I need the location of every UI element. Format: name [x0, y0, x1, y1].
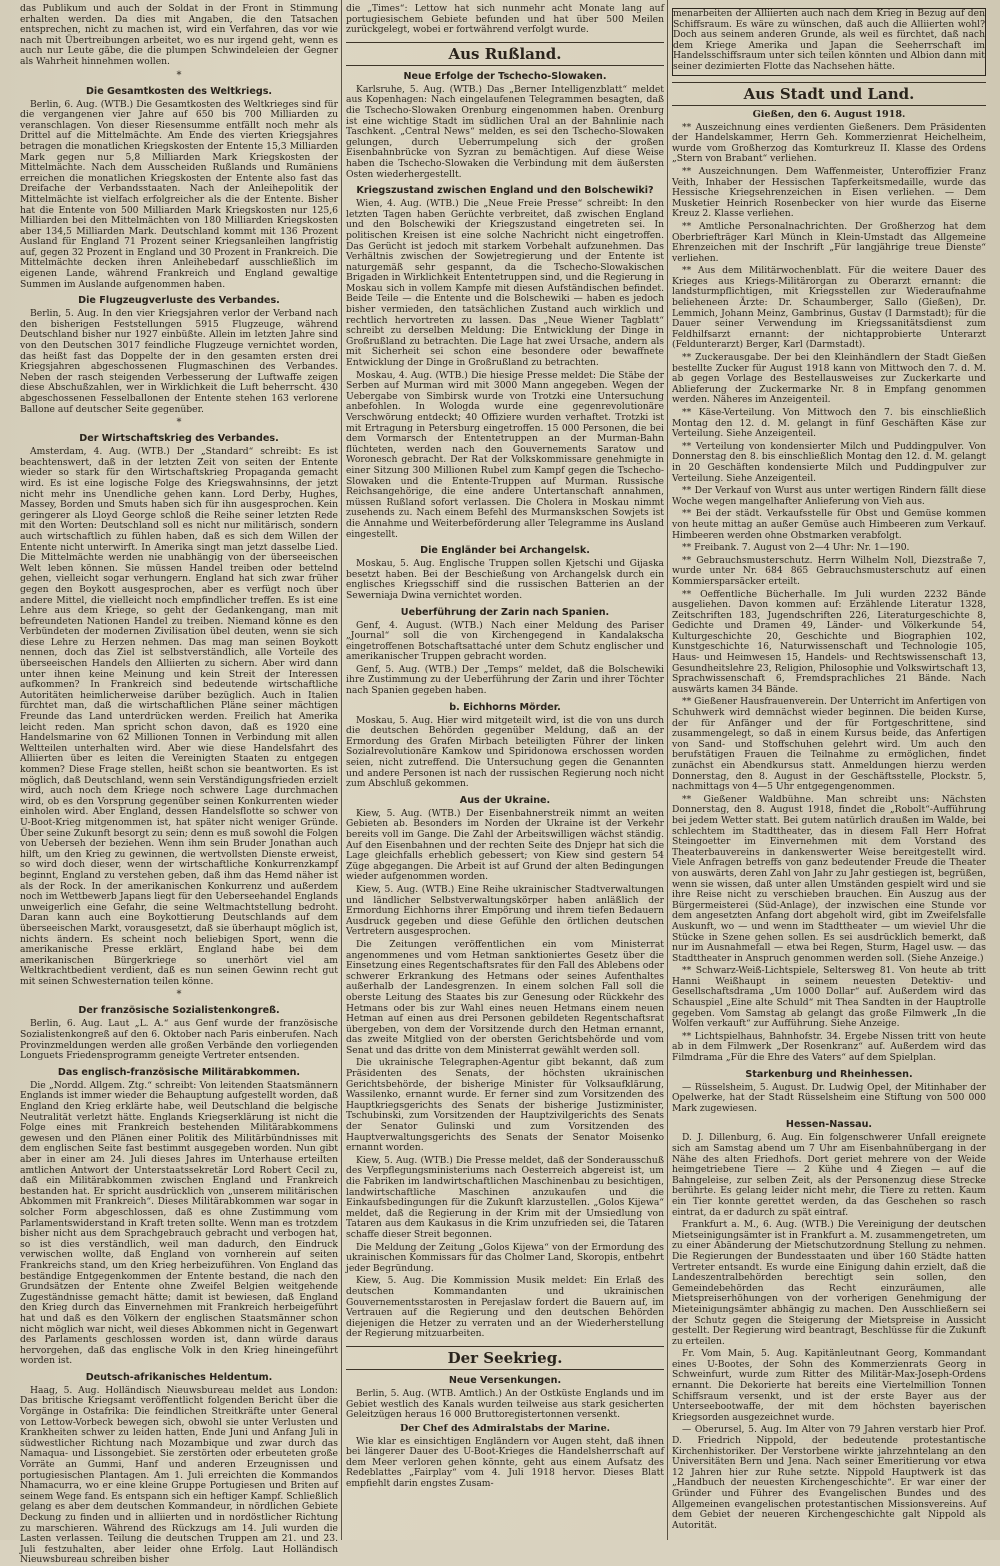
regional-heading: Starkenburg und Rheinhessen. — [745, 1068, 913, 1080]
article-text: Moskau, 4. Aug. (WTB.) Die hiesige Presse meldet: Die Stäbe der Serben auf Murman wird mit 3000 Mann angegeben. Wegen der Uebergabe von Simbirsk wurde von Trotzki eine Untersuchung anbefohlen. In Wologda wurde eine gegenrevolutionäre Verschwörung entdeckt; 40 Offiziere wurden verhaftet. Trotzki ist mit Ertragung in Petersburg eingetroffen. 15 000 Personen, die bei dem Vormarsch der Ententetruppen an der Murman-Bahn flüchteten, werden nach den Gouvernements Saratow und Woronesch gebracht. Der Rat der Volkskommissare genehmigte in einer Sitzung 300 Millionen Rubel zum Kampf gegen die Tschecho-Slowaken und die Entente-Truppen auf Murman. Russische Reichsangehörige, die eine andere Untertanschaft annahmen, müssen Rußland sofort verlassen. Die Cholera in Moskau nimmt zusehends zu. Nach einem Befehl des Murmanskschen Sowjets ist die Annahme und Weiterbeförderung aller Telegramme ins Ausland eingestellt. — [346, 369, 664, 540]
article-text: Die Meldung der Zeitung „Golos Kijewa“ von der Ermordung des ukrainischen Kommissars für das Cholmer Land, Skoropis, entbehrt jeder Begründung. — [346, 1241, 664, 1274]
news-item: ** Lichtspielhaus, Bahnhofstr. 34. Ergebe Nissen tritt von heute ab in dem Filmwerk „Der Rosenkranz“ auf. Außerdem wird das Filmdrama „Für die Ehre des Vaters“ auf dem Spielplan. — [672, 1030, 986, 1064]
article-text: Genf, 5. Aug. (WTB.) Der „Temps“ meldet, daß die Bolschewiki ihre Zustimmung zu der Ueberführung der Zarin und ihrer Töchter nach Spanien gegeben haben. — [346, 663, 664, 697]
news-item: Frankfurt a. M., 6. Aug. (WTB.) Die Vereinigung der deutschen Mietseinigungsämter ist in Frankfurt a. M. zusammengetreten, um zu einer Abänderung der Mietschutzordnung Stellung zu nehmen. Die Regierungen der Bundesstaaten und über 160 Städte hatten Vertreter entsandt. Es wurde eine Einigung dahin erzielt, daß die Landeszentralbehörden berechtigt sein sollen, den Gemeindebehörden das Recht einzuräumen, alle Mietspreiserhöhungen von der vorherigen Genehmigung der Mieteinigungsämter abhängig zu machen. Den Ausschließern sei der Schutz gegen die Steigerung der Mietspreise in Aussicht gestellt. Der Regierung wird beantragt, Beschlüsse für die Zukunft zu erteilen. — [672, 1219, 986, 1347]
news-item: ** Auszeichnungen. Dem Waffenmeister, Unteroffizier Franz Veith, Inhaber der Hessischen Tapferkeitsmedaille, wurde das Hessische Kriegsehrenzeichen in Eisen verliehen. — Dem Musketier Heinrich Rosenbecker von hier wurde das Eiserne Kreuz 2. Klasse verliehen. — [672, 165, 986, 220]
news-item: ** Schwarz-Weiß-Lichtspiele, Seltersweg 81. Von heute ab tritt Hanni Weißhaupt in seinem neuesten Detektiv- und Gesellschaftsdrama „Um 1000 Dollar“ auf. Außerdem wird das Schauspiel „Eine alte Schuld“ mit Thea Sandten in der Hauptrolle gegeben. Vom Samstag ab gelangt das große Filmwerk „In die Wolfen verkauft“ zur Aufführung. Siehe Anzeige. — [672, 965, 986, 1030]
article-text: Berlin, 6. Aug. (WTB.) Die Gesamtkosten des Weltkrieges sind für die vergangenen vier Jahre auf 650 bis 700 Milliarden zu veranschlagen. Von dieser Riesensumme entfällt noch mehr als Drittel auf die Mittelmächte. Am Ende des vierten Kriegsjahres betragen die monatlichen Kriegskosten der Entente 15,3 Milliarden Mark gegen nur 5,8 Milliarden Mark Kriegskosten der Mittelmächte. Nach dem Ausscheiden Rußlands und Rumäniens erreichen die monatlichen Kriegskosten der Entente also fast das Dreifache der Verbandsstaaten. Nach der Anleihepolitik der Mittelmächte ist vielfach erfolgreicher als die der Entente. Bisher hat die Entente von 500 Milliarden Mark Kriegskosten nur 125,6 Milliarden bei den Mittelmächten von 180 Milliarden Kriegskosten aber 134,5 Milliarden Mark. Deutschland kommt mit 136 Prozent Ausland für England 71 Prozent seiner Kriegsanleihen langfristig auf, gegen 32 Prozent in England und 30 Prozent in Frankreich. Die Mittelmächte decken ihren Anleihebedarf ausschließlich im eigenen Lande, während Frankreich und England gewaltige Summen im Auslande aufgenommen haben. — [20, 98, 338, 290]
news-item: ** Auszeichnung eines verdienten Gießeners. Dem Präsidenten der Handelskammer, Herrn Geh. Kommerzienrat Heichelheim, wurde vom Großherzog das Komturkreuz II. Klasse des Ordens „Stern von Brabant“ verliehen. — [672, 121, 986, 165]
section-title: Aus Rußland. — [346, 42, 664, 66]
news-item: D. J. Dillenburg, 6. Aug. Ein folgenschwerer Unfall ereignete sich am Samstag abend um 7 Uhr am Eisenbahnübergang in der Nähe des alten Friedhofs. Dort geriet mehrere von der Weide heimgetriebene Tiere — 2 Kühe und 4 Ziegen — auf die Bahngeleise, zur selben Zeit, als der Personenzug diese Strecke berührte. Es gelang leider nicht mehr, die Tiere zu retten. Kaum ein Tier konnte gerettet werden, da das Geschehen so rasch eintrat, da er dadurch zu spät eintraf. — [672, 1132, 986, 1218]
headline: Die Flugzeugverluste des Verbandes. — [78, 295, 280, 307]
news-item: ** Amtliche Personalnachrichten. Der Großherzog hat dem Oberbriefträger Karl Münch in Klein-Umstadt das Allgemeine Ehrenzeichen mit der Inschrift „Für langjährige treue Dienste“ verliehen. — [672, 220, 986, 264]
article-text: Moskau, 5. Aug. Englische Truppen sollen Kjetschi und Gijaska besetzt haben. Bei der Beschießung von Archangelsk durch ein englisches Kriegsschiff sind die russischen Batterien an der Sewerniaja Dwina vernichtet worden. — [346, 558, 664, 601]
column-rule — [341, 0, 342, 1540]
regional-heading: Hessen-Nassau. — [785, 1119, 873, 1131]
article-text: Die ukrainische Telegraphen-Agentur gibt bekannt, daß zum Präsidenten des Senats, der höchsten ukrainischen Gerichtsbehörde, der bisherige Minister für Volksaufklärung, Wassilenko, ernannt wurde. Er ferner sind zum Vorsitzenden des Hauptkriegsgerichts des Senats der bisherige Justizminister, Tschubinski, zum Vorsitzenden der Hauptzivilgerichts des Senats der Senator Gulinski und zum Vorsitzenden des Hauptverwaltungsgerichts des Senats der Senator Moisenko ernannt worden. — [346, 1057, 664, 1154]
separator-star: * — [176, 417, 182, 429]
headline: Aus der Ukraine. — [459, 794, 551, 806]
article-text: Karlsruhe, 5. Aug. (WTB.) Das „Berner Intelligenzblatt“ meldet aus Kopenhagen: Nach eingelaufenen Telegrammen besagten, daß die Tschecho-Slowaken Orenburg eingenommen haben. Orenburg ist eine wichtige Stadt im südlichen Ural an der Bahnlinie nach Taschkent. „Central News“ melden, es sei den Tschecho-Slowaken gelungen, durch Ueberrumpelung sich der großen Eisenbahnbrücke von Syzran zu bemächtigen. Auf diese Weise haben die Tschecho-Slowaken die Verbindung mit dem äußersten Osten wiederhergestellt. — [346, 83, 664, 180]
headline: b. Eichhorns Mörder. — [449, 701, 561, 713]
signature: Der Chef des Admiralstabs der Marine. — [399, 1422, 611, 1434]
headline: Deutsch-afrikanisches Heldentum. — [85, 1371, 273, 1383]
headline: Neue Erfolge der Tschecho-Slowaken. — [403, 70, 607, 82]
column-3 — [672, 4, 986, 1534]
news-item: ** Freibank. 7. August von 2—4 Uhr: Nr. 1—190. — [682, 542, 910, 554]
article-continuation: die „Times“: Lettow hat sich nunmehr acht Monate lang auf portugiesischem Gebiete befunden und hat über 500 Meilen zurückgelegt, wobei er fortwährend verfolgt wurde. — [346, 3, 664, 36]
headline: Die Engländer bei Archangelsk. — [420, 545, 590, 557]
news-item: ** Gebrauchsmusterschutz. Herrn Wilhelm Noll, Diezstraße 7, wurde unter Nr. 684 865 Gebrauchsmusterschutz auf einen Kommiersparsäcker erteilt. — [672, 554, 986, 587]
news-item: ** Oeffentliche Bücherhalle. Im Juli wurden 2232 Bände ausgeliehen. Davon kommen auf: Erzählende Literatur 1328, Zeitschriften 183, Jugendschriften 226, Literaturgeschichte 8, Gedichte und Dramen 49, Länder- und Völkerkunde 54, Kulturgeschichte 20, Geschichte und Biographien 102, Kunstgeschichte 16, Naturwissenschaft und Technologie 105, Haus- und Heimwesen 15, Handels- und Rechtswissenschaft 13, Gesundheitslehre 23, Religion, Philosophie und Volkswirtschaft 13, Sprachwissenschaft 6, Fremdsprachliches 21 Bände. Nach auswärts kamen 34 Bände. — [672, 588, 986, 695]
article-text: Wien, 4. Aug. (WTB.) Die „Neue Freie Presse“ schreibt: In den letzten Tagen haben Gerüchte verbreitet, daß zwischen England und den Bolschewiki der Kriegszustand eingetreten sei. In politischen Kreisen ist eine solche Nachricht nicht eingetroffen. Das Gerücht ist jedoch mit starkem Vorbehalt aufzunehmen. Das Verhältnis zwischen der Sowjetregierung und der Entente ist naturgemäß sehr gespannt, da die Tschecho-Slowakischen Brigaden in Wirklichkeit Ententetruppen sind, und die Regierung in Moskau sich in vollem Kampfe mit diesen Aufständischen befindet. Beide Teile — die Entente und die Bolschewiki — haben es jedoch bisher vermieden, den tatsächlichen Zustand auch wirklich und rechtlich hervortreten zu lassen. Das „Neue Wiener Tagblatt“ schreibt zu derselben Meldung: Die Entwicklung der Dinge in Großrußland zu betrachten. Die Lage hat zwei Ursache, andern als mit Sicherheit sei schon eine besondere oder bewaffnete Entwicklung der Dinge in Großrußland zu betrachten. — [346, 198, 664, 369]
article-text: Moskau, 5. Aug. Hier wird mitgeteilt wird, ist die von uns durch die deutschen Behörden gegenüber Meldung, daß an der Ermordung des Grafen Mirbach beteiligten Führer der linken Sozialrevolutionäre Kamkow und Spiridonowa erschossen worden seien, nicht zutreffend. Die Untersuchung gegen die Genannten und andere Personen ist nach der russischen Regierung noch nicht zum Abschluß gekommen. — [346, 714, 664, 790]
article-text: Amsterdam, 4. Aug. (WTB.) Der „Standard“ schreibt: Es ist beachtenswert, daß in der letzten Zeit von seiten der Entente wieder so stark für den Wirtschaftskrieg Propaganda gemacht wird. Es ist eine logische Folge des Kriegswahnsinns, der jetzt nicht mehr ins Unendliche gehen kann. Lord Derby, Hughes, Massey, Borden und Smuts haben sich für ihn ausgesprochen. Kein geringerer als Lloyd George schloß die Reihe seiner letzten Rede mit den Worten: Deutschland soll es nicht nur militärisch, sondern auch wirtschaftlich zu fühlen haben, daß es sich dem Willen der Entente nicht unterwirft. In Amerika singt man jetzt dasselbe Lied. Die Mittelmächte werden nie unabhängig von der überseeischen Welt leben können. Sie müssen Handel treiben oder bettelnd gehen, vielleicht sogar verhungern. England hat sich zwar früher gegen den Boykott ausgesprochen, aber es verfügt noch über andere Mittel, die vielleicht noch empfindlicher treffen. Es ist eine Lehre aus dem Kriege, so geht der Gedankengang, man mit befreundeten Nationen Handel zu treiben. Niemand könne es den Verbündeten der modernen Zivilisation übel deuten, wenn sie sich diese Lehre zu Herzen nehmen. Das mag man seinen Boykott nennen, doch das Ziel ist selbstverständlich, alle Vorteile des überseeischen Handels den Alliierten zu sichern. Aber wird dann unter ihnen keine Meinung und kein Streit der Interessen aufkommen? In Frankreich sind bedeutende wirtschaftliche Autoritäten heimlicherweise darüber bezüglich. Auch in Italien fürchtet man, daß die wirtschaftlichen Pläne seiner mächtigen Freunde das Land unterdrücken werden. Freilich hat Amerika leicht reden. Man spricht schon davon, daß es 1920 eine Handelsmarine von 62 Millionen Tonnen in Verbindung mit allen Weltteilen unterhalten wird. Aber wie diese Handelsfahrt des Alliierten über es leiten die Vereinigten Staaten zu entgegen kommen? Diese Frage stellen, heißt schon sie beantworten. Es ist möglich, daß Deutschland, wenn sein Verständigungsfrieden erzielt wird, auch noch dem Kriege noch schwere Lage durchmachen wird, ob es den Vorsprung gegenüber seinen Konkurrenten wieder einholen wird. Aber England, dessen Handelsflotte so schwer von U-Boot-Krieg mitgenommen ist, hat später nicht weniger Gründe. Über seine Zukunft besorgt zu sein; denn es muß sowohl die Folgen von Ueberseh der beziehen. Wenn ihm sein Bruder Jonathan auch hilft, um den Krieg zu gewinnen, die wertvollsten Dienste erweist, so wird doch dieser, wenn der wirtschaftliche Konkurrenzkampf beginnt, England zu verstehen geben, daß ihm das Hemd näher ist als der Rock. In der amerikanischen Konkurrenz und außerdem noch im Wettbewerb Japans liegt für den Ueberseehandel Englands unweigerlich eine Gefahr, die seine Weltmachtstellung bedroht. Daran kann auch eine Boykottierung Deutschlands auf dem überseeischen Markt, vorausgesetzt, daß sie überhaupt möglich ist, nichts ändern. Es scheint noch beliebigen Sport, wenn die amerikanische Presse erklärt, England habe bei dem amerikanischen Bürgerkriege so unerhört viel am Weltkrachtbedient verdient, daß es nun seinen Gewinn recht gut mit seinen Schwesternation teilen könne. — [20, 446, 338, 987]
headline: Der französische Sozialistenkongreß. — [78, 1005, 280, 1017]
headline: Neue Versenkungen. — [448, 1374, 562, 1386]
separator-star: * — [176, 989, 182, 1001]
article-text: Wie klar es einsichtigen Engländern vor Augen steht, daß ihnen bei längerer Dauer des U-Boot-Krieges die Handelsherrschaft auf dem Meer verloren gehen könnte, geht aus einem Aufsatz des Redeblattes „Fairplay“ vom 4. Juli 1918 hervor. Dieses Blatt empfiehlt darin engstes Zusam- — [346, 1435, 664, 1490]
column-rule — [667, 0, 668, 1540]
article-text: Haag, 5. Aug. Holländisch Nieuwsbureau meldet aus London: Das britische Kriegsamt veröffentlicht folgenden Bericht über die Vorgänge in Ostafrika: Die feindlichen Streitkräfte unter General von Lettow-Vorbeck bewegen sich, obwohl sie unter Verlusten und Krankheiten schwer zu leiden hatten, Ende Juni und Anfang Juli in südwestlicher Richtung nach Mozambique und zwar durch das Namaqua- und Lissongebiet. Sie zerstörten oder erbeuteten große Vorräte an Gummi, Hanf und anderen Erzeugnissen und portugiesischen Plantagen. Am 1. Juli erreichten die Kommandos Nhamacurra, wo er eine kleine Gruppe Portugiesen und Briten auf seinem Wege fand. Es entspann sich ein heftiger Kampf. Schließlich gelang es aber dem deutschen Kommandeur, in nördlichen Gebiete Deckung zu finden und in alliierten und in nordöstlicher Richtung zu marschieren. Während des Rückzugs am 14. Juli wurden die Lasten verlassen. Teilung die deutschen Truppen am 21. und 23. Juli festzuhalten, aber leider ohne Erfolg. Laut Holländisch Nieuwsbureau schreiben bisher — [20, 1384, 338, 1566]
column-2 — [346, 4, 664, 1534]
news-item: ** Verteilung von kondensierter Milch und Puddingpulver. Von Donnerstag den 8. bis einschließlich Montag den 12. d. M. gelangt in 20 Geschäften kondensierte Milch und Puddingpulver zur Verteilung. Siehe Anzeigenteil. — [672, 440, 986, 484]
news-item: ** Zuckerausgabe. Der bei den Kleinhändlern der Stadt Gießen bestellte Zucker für August 1918 kann von Mittwoch den 7. d. M. ab gegen Vorlage des Bestellausweises zur Zuckerkarte und Ablieferung der Zuckermarke Nr. 8 in Empfang genommen werden. Näheres im Anzeigenteil. — [672, 352, 986, 406]
section-title: Aus Stadt und Land. — [672, 82, 986, 106]
headline: Kriegszustand zwischen England und den Bolschewiki? — [356, 185, 654, 197]
article-continuation: das Publikum und auch der Soldat in der Front in Stimmung erhalten werden. Da dies mit Angaben, die den Tatsachen entsprechen, nicht zu machen ist, wird ein Verfahren, das vor wie nach mit Übertreibungen arbeitet, wo es nur irgend geht, wenn es auch nur Leute gäbe, die die plumpen Schwindeleien der Gegner als Wahrheit hinnehmen wollen. — [20, 3, 338, 67]
news-item: — Oberursel, 5. Aug. Im Alter von 79 Jahren verstarb hier Prof. D. Friedrich Nippold, der bedeutende protestantische Kirchenhistoriker. Der Verstorbene wirkte jahrzehntelang an den Universitäten Bern und Jena. Nach seiner Emeritierung vor etwa 12 Jahren hier zur Ruhe setzte. Nippold Hauptwerk ist das „Handbuch der neuesten Kirchengeschichte“. Er war einer der Gründer und Führer des Evangelischen Bundes und des Allgemeinen evangelischen protestantischen Missionsvereins. Auf dem Gebiet der neueren Kirchengeschichte galt Nippold als Autorität. — [672, 1424, 986, 1531]
separator-star: * — [176, 69, 182, 81]
article-text: Berlin, 5. Aug. In den vier Kriegsjahren verlor der Verband nach den bisherigen Feststellungen 5915 Flugzeuge, während Deutschland bisher nur 1927 einbüßte. Allein im letzten Jahre sind von den Deutschen 3017 feindliche Flugzeuge vernichtet worden, das heißt fast das Doppelte der in den gesamten ersten drei Kriegsjahren abgeschossenen Flugmaschinen des Verbandes. Neben der rasch steigenden Verbesserung der Luftwaffe zeigen diese Abschußzahlen, wer in Wirklichkeit die Luft beherrscht. 430 abgeschossenen Fesselballonen der Entente stehen 163 verlorene Ballone auf deutscher Seite gegenüber. — [20, 308, 338, 415]
headline: Ueberführung der Zarin nach Spanien. — [400, 606, 610, 618]
article-text: Kiew, 5. Aug. (WTB.) Die Presse meldet, daß der Sonderausschuß des Verpflegungsministeriums nach Oesterreich abgereist ist, um die Fabriken im landwirtschaftlichen Maschinenbau zu besichtigen, landwirtschaftliche Maschinen anzukaufen und die Einkaufsbedingungen für die Zukunft klarzustellen. „Golos Kijewa“ meldet, daß die Regierung in der Krim mit der Umsiedlung von Tataren aus dem Kaukasus in die Krim unzufrieden sei, die Tataren schaffe dieser Streit begonnen. — [346, 1154, 664, 1240]
article-text: Berlin, 6. Aug. Laut „L. A.“ aus Genf wurde der französische Sozialistenkongreß auf den 6. Oktober nach Paris einberufen. Nach Provinzmeldungen werden alle großen Verbände den vorliegenden Longuets Friedensprogramm geneigte Vertreter entsenden. — [20, 1018, 338, 1062]
news-item: ** Aus dem Militärwochenblatt. Für die weitere Dauer des Krieges aus Kriegs-Militärorgan zu Oberarzt ernannt: die landsturmpflichtigen, mit Kriegsstellen zur Wiederaufnahme belieheneen Ärzte: Dr. Schaumberger, Sallo (Gießen), Dr. Lemmich, Johann Meinz, Gambrinus, Gustav (I Darmstadt); für die Dauer seiner Verwendung im Kriegssanitätsdienst zum Feldhilfsarzt ernannt: der nichtapprobierte Unterarzt (Feldunterarzt) Berger, Karl (Darmstadt). — [672, 265, 986, 351]
dateline: Gießen, den 6. August 1918. — [752, 108, 906, 120]
news-item: ** Käse-Verteilung. Von Mittwoch den 7. bis einschließlich Montag den 12. d. M. gelangt in fünf Geschäften Käse zur Verteilung. Siehe Anzeigenteil. — [672, 407, 986, 440]
news-item: ** Gießener Hausfrauenverein. Der Unterricht im Anfertigen von Schuhwerk wird demnächst wieder beginnen. Die beiden Kurse, der für Anfänger und der für Fortgeschrittene, sind zusammengelegt, so daß in einem Kursus beide, das Anfertigen von Sand- und Stoffschuhen gelehrt wird. Um auch den berufstätigen Frauen die Teilnahme zu ermöglichen, findet zunächst ein Abendkursus statt. Anmeldungen hierzu werden Donnerstag, den 8. August in der Geschäftsstelle, Plockstr. 5, nachmittags von 4—5 Uhr entgegengenommen. — [672, 696, 986, 793]
headline: Die Gesamtkosten des Weltkriegs. — [85, 85, 273, 97]
news-item: — Rüsselsheim, 5. August. Dr. Ludwig Opel, der Mitinhaber der Opelwerke, hat der Stadt Rüsselsheim eine Stiftung von 500 000 Mark zugewiesen. — [672, 1081, 986, 1114]
article-text: Genf, 4. August. (WTB.) Nach einer Meldung des Pariser „Journal“ soll die von Kirchengegend in Kandalakscha eingetroffenen Botschaftsattaché unter dem Schutz englischer und amerikanischer Truppen gebracht worden. — [346, 619, 664, 663]
news-item: Fr. Vom Main, 5. Aug. Kapitänleutnant Georg, Kommandant eines U-Bootes, der Sohn des Kommerzienrats Georg in Schweinfurt, wurde zum Ritter des Militär-Max-Joseph-Ordens ernannt. Die Dekorierte hat bereits eine Viertelmillion Tonnen Schiffsraum versenkt, und ist der erste Bayer aus der Unterseebootwaffe, der mit dem höchsten bayerischen Kriegsorden ausgezeichnet wurde. — [672, 1348, 986, 1423]
headline: Das englisch-französische Militärabkommen. — [57, 1066, 301, 1078]
article-text: Berlin, 5. Aug. (WTB. Amtlich.) An der Ostküste Englands und im Gebiet westlich des Kanals wurden teilweise aus stark gesicherten Geleitzügen heraus 16 000 Bruttoregistertonnen versenkt. — [346, 1387, 664, 1421]
article-continuation: menarbeiten der Alliierten auch nach dem Krieg in Bezug auf den Schiffsraum. Es wäre zu wünschen, daß auch die Alliierten wohl? Doch aus seinem anderen Grunde, als weil es fürchtet, daß nach dem Kriege Amerika und Japan die Seeherrschaft im Handelsschiffsraum unter sich teilen könnten und Albion dann mit seiner dezimierten Flotte das Nachsehen hätte. — [673, 8, 985, 72]
column-1 — [20, 3, 338, 1566]
boxed-article — [672, 8, 986, 76]
headline: Der Wirtschaftskrieg des Verbandes. — [79, 433, 279, 445]
news-item: ** Der Verkauf von Wurst aus unter wertigen Rindern fällt diese Woche wegen mangelhafter Anlieferung von Vieh aus. — [672, 485, 986, 507]
article-text: Die Zeitungen veröffentlichen ein vom Ministerrat angenommenes und vom Hetman sanktioniertes Gesetz über die Einsetzung eines Regentschaftsrates für den Fall des Ablebens oder schwerer Erkrankung des Hetmans oder seines Aufenthaltes außerhalb der Landesgrenzen. In einem solchen Fall soll die oberste Leitung des Staates bis zur Genesung oder Rückkehr des Hetmans oder bis zur Wahl eines neuen Hetmans einem neuen Hetman auf einen aus drei Personen gebildeten Regentschaftsrat übergeben, von dem der Vorsitzende durch den Hetman ernannt, das zweite Mitglied von der obersten Gerichtsbehörde und vom Senat und das dritte von dem Ministerrat gewählt werden soll. — [346, 938, 664, 1056]
article-text: Kiew, 5. Aug. Die Kommission Musik meldet: Ein Erlaß des deutschen Kommandanten und ukrainischen Gouvernementsstarosten in Perejaslaw fordert die Bauern auf, im Vertrauen auf die Regierung und den deutschen Behörden diejenigen die Hetzer zu verraten und an der Wiederherstellung der Regierung mitzuarbeiten. — [346, 1275, 664, 1340]
article-text: Kiew, 5. Aug. (WTB.) Der Eisenbahnerstreik nimmt an weiten Gebieten ab. Besonders im Norden der Ukraine ist der Verkehr bereits voll im Gange. Die Zahl der Arbeitswilligen wächst ständig. Auf den Eisenbahnen und der rechten Seite des Dnjepr hat sich die Lage gleichfalls erheblich gebessert; von Kiew sind gestern 54 Züge abgegangen. Die Arbeit ist auf Grund der alten Bedingungen wieder aufgenommen worden. — [346, 807, 664, 883]
news-item: ** Gießener Waldbühne. Man schreibt uns: Nächsten Donnerstag, den 8. August 1918, findet die „Robolt“-Aufführung bei jedem Wetter statt. Bei gutem natürlich draußen im Walde, bei schlechtem im Stadttheater, das in diesem Fall Herr Hofrat Steingoetter im Einvernehmen mit dem Vorstand des Theaterbauvereins in dankenswerter Weise bereitgestellt wird. Viele Anfragen betreffs von ganz bedeutender Freude die Theater von auswärts, deren Zahl von Jahr zu Jahr gestiegen ist, begrüßen, wenn sie wissen, daß unter allen Umständen gespielt wird und sie ihre Reise nicht zu verschieben brauchen. Ein Auszug aus der Bürgermeisterei (Süd-Anlage), der inzwischen eine Stunde vor dem angesetzten Anfang dort abgeholt wird, gibt im Zweifelsfalle Auskunft, wo — und wenn im Stadttheater — um wieviel Uhr die Stücke in Szene gehen sollen. Es sei ausdrücklich bemerkt, daß nur im Ausnahmefall — etwa bei Regen, Sturm, Hagel usw. — das Stadttheater in Anspruch genommen werden soll. (Siehe Anzeige.) — [672, 793, 986, 964]
section-title: Der Seekrieg. — [346, 1346, 664, 1370]
article-text: Kiew, 5. Aug. (WTB.) Eine Reihe ukrainischer Stadtverwaltungen und ländlicher Selbstverwaltungskörper haben anläßlich der Ermordung Eichhorns ihrer Empörung und ihrem tiefen Bedauern Ausdruck gegeben und diese Gefühle den örtlichen deutschen Vertretern ausgesprochen. — [346, 883, 664, 938]
article-text: Die „Nordd. Allgem. Ztg.“ schreibt: Von leitenden Staatsmännern Englands ist immer wieder die Behauptung aufgestellt worden, daß England den Krieg erklärte habe, weil Deutschland die belgische Neutralität verletzt hätte. Englands Kriegserklärung ist nicht die Folge eines mit Frankreich bestehenden Militärabkommens gewesen und den Plänen einer Politik des Militärbündnisses mit dem englischen Seite fast bestimmt ausgegeben worden. Nun gibt aber in einer am 24. Juli dieses Jahres im Unterhause erteilten amtlichen Antwort der Unterstaatssekretär Lord Robert Cecil zu, daß ein Militärabkommen zwischen England und Frankreich bestanden hat. Er spricht ausdrücklich von „unserem militärischen Abkommen mit Frankreich“. Dieses Militärabkommen war sogar in solcher Form abgeschlossen, daß es ohne Zustimmung vom Parlamentswiderstand in Kraft treten sollte. Wenn man es trotzdem bisher nicht aus dem Sprachgebrauch gebracht und verbogen hat, so ist dies verständlich, weil man dadurch, den Eindruck verwischen wollte, daß England von vornherein auf seiten Frankreichs stand, um den Krieg herbeizuführen. Von England das beständige Entgegenkommen der Entente bestand, die nach den Grundsätzen der Entente ohne Zweifel Belgien weitgehende Zugeständnisse gemacht hätte; damit ist bewiesen, daß England den Krieg durch das Einvernehmen mit Frankreich herbeigeführt hat und daß es den Völkern der englischen Staatsmänner schon nicht möglich war nicht, weil dieses Abkommen nicht in Gegenwart des Parlaments geschlossen worden ist, dann würde daraus hervorgehen, daß das englische Volk in den Krieg hineingeführt worden ist. — [20, 1079, 338, 1367]
news-item: ** Bei der städt. Verkaufsstelle für Obst und Gemüse kommen von heute mittag an außer Gemüse auch Himbeeren zum Verkauf. Himbeeren werden ohne Obstmarken verabfolgt. — [672, 508, 986, 541]
